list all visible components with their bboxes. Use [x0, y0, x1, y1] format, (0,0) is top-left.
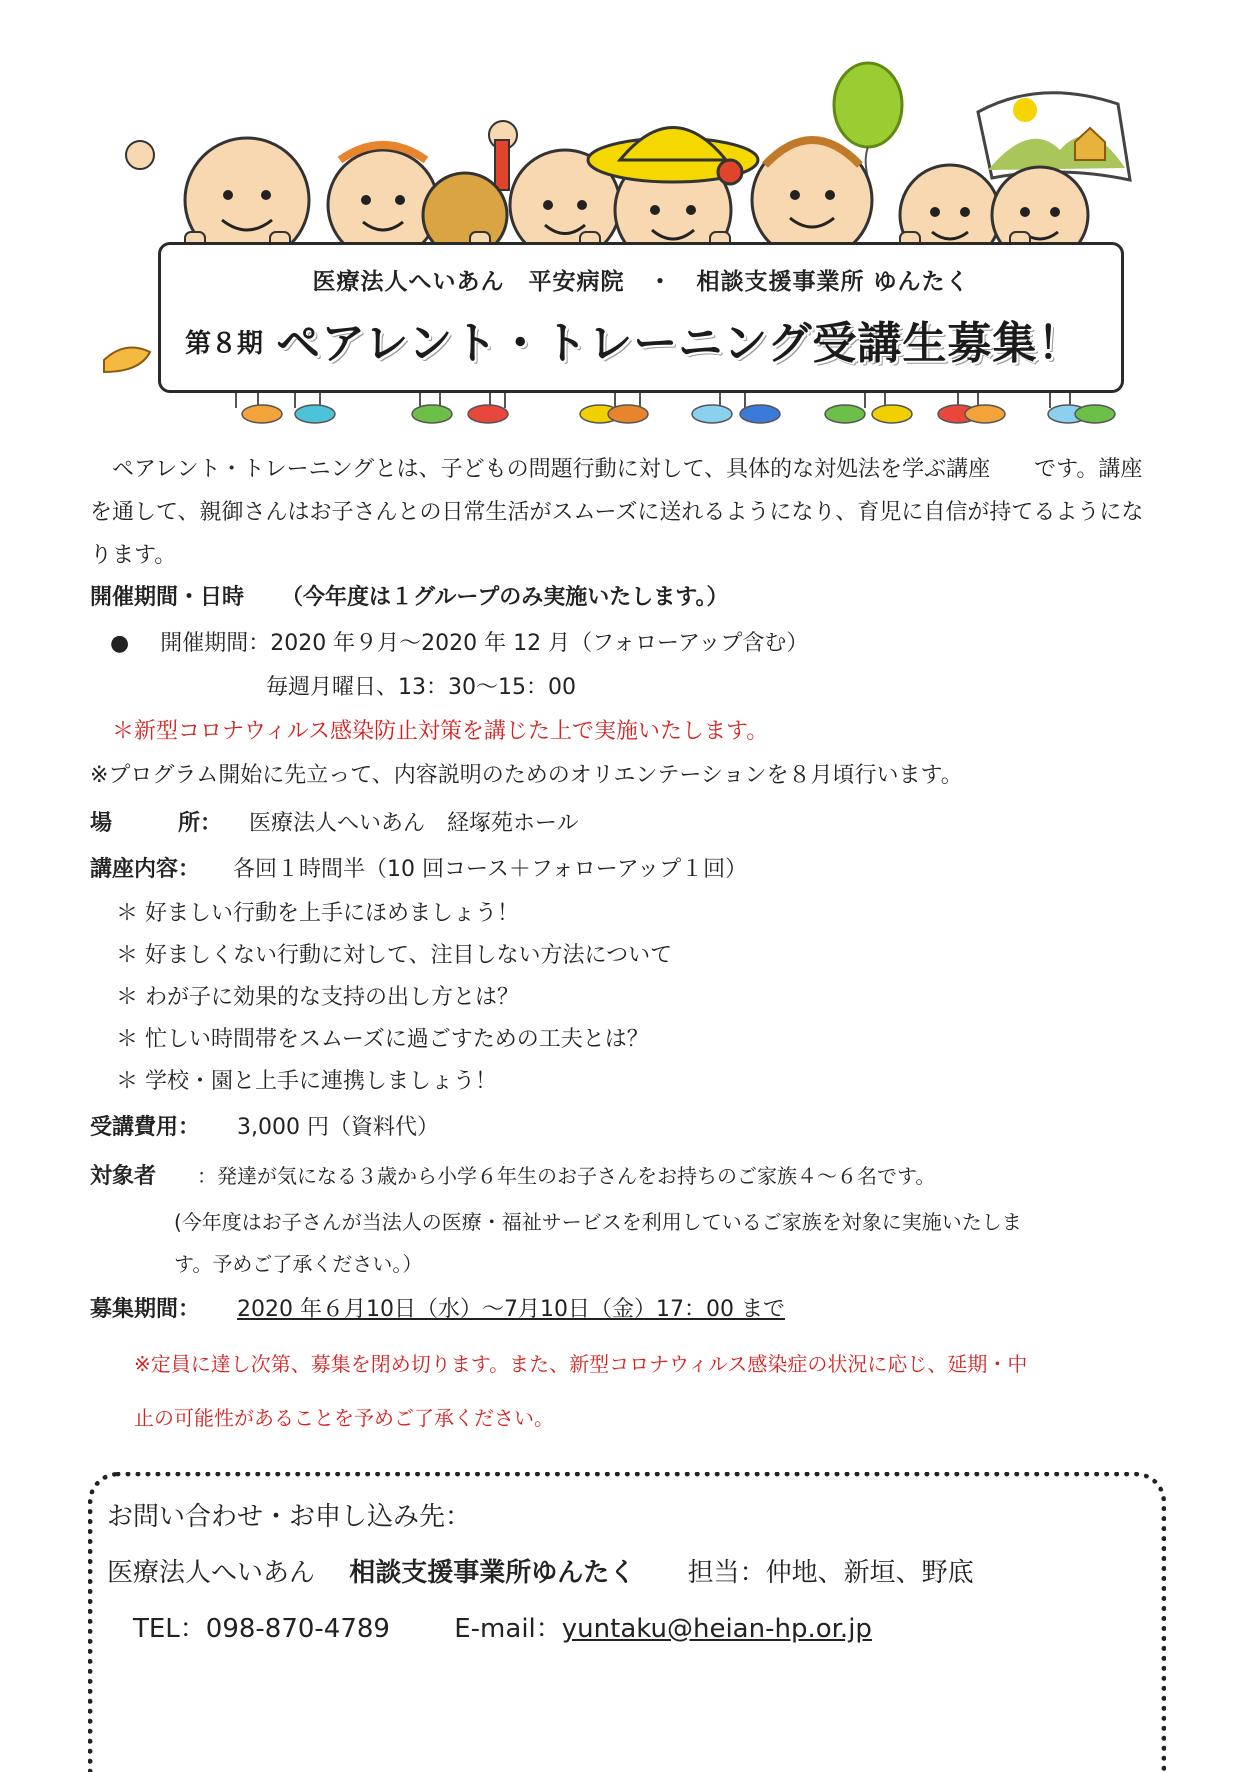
title-banner: [158, 242, 1124, 393]
contact-email-label: E-mail：: [454, 1614, 562, 1644]
intro-paragraph: ペアレント・トレーニングとは、子どもの問題行動に対して、具体的な対処法を学ぶ講座 です。講座を通して、親御さんはお子さんとの日常生活がスムーズに送れるようになり、育児に自信が持てるようになります。: [90, 457, 1144, 568]
course-item: ＊ 学校・園と上手に連携しましょう！: [116, 1069, 497, 1094]
target-note-line1: (今年度はお子さんが当法人の医療・福祉サービスを利用しているご家族を対象に実施いたしま: [174, 1210, 1022, 1234]
fee-row: [90, 1112, 439, 1144]
schedule-label: 開催期間・日時: [90, 585, 245, 610]
bullet-icon: ●: [110, 631, 130, 656]
contact-org: 医療法人へいあん: [107, 1558, 316, 1588]
contact-org-row: [107, 1555, 974, 1591]
period-text: 開催期間：2020 年９月〜2020 年 12 月（フォローアップ含む）: [160, 631, 809, 656]
target-label: 対象者: [90, 1164, 157, 1189]
schedule-time: 毎週月曜日、13：30〜15：00: [266, 675, 576, 700]
shoes-illustration: [242, 405, 1115, 423]
organization-subtitle: 医療法人へいあん 平安病院 ・ 相談支援事業所 ゆんたく: [312, 269, 970, 295]
fee-label: 受講費用：: [90, 1115, 201, 1140]
venue-value: 医療法人へいあん 経塚苑ホール: [249, 811, 579, 836]
covid-note: ＊新型コロナウィルス感染防止対策を講じた上で実施いたします。: [112, 719, 769, 744]
orientation-note: ※プログラム開始に先立って、内容説明のためのオリエンテーションを８月頃行います。: [90, 763, 963, 788]
page-title: [185, 307, 1082, 371]
contact-tel-row: [133, 1611, 872, 1647]
main-title: ペアレント・トレーニング受講生募集！: [276, 318, 1083, 369]
fee-value: 3,000 円（資料代）: [237, 1115, 439, 1140]
recruit-value: 2020 年６月10日（水）〜7月10日（金）17：00 まで: [237, 1297, 785, 1322]
course-item: ＊ 好ましい行動を上手にほめましょう！: [116, 901, 519, 926]
course-item: ＊ わが子に効果的な支持の出し方とは？: [116, 985, 519, 1010]
schedule-period: [110, 628, 808, 660]
contact-tel: TEL：098-870-4789: [133, 1614, 390, 1644]
contact-office: 相談支援事業所ゆんたく: [349, 1558, 636, 1588]
course-row: [90, 854, 747, 886]
recruit-warning-line1: ※定員に達し次第、募集を閉め切ります。また、新型コロナウィルス感染症の状況に応じ、延期・中: [134, 1352, 1028, 1376]
target-row: [90, 1160, 935, 1193]
recruit-warning-line2: 止の可能性があることを予めご了承ください。: [134, 1406, 554, 1430]
drawing-icon: [978, 93, 1130, 180]
email-link[interactable]: yuntaku@heian-hp.or.jp: [561, 1614, 872, 1644]
tail-icon: [104, 348, 150, 373]
course-item: ＊ 忙しい時間帯をスムーズに過ごすための工夫とは？: [116, 1027, 649, 1052]
term-label: 第８期: [185, 329, 264, 359]
target-value: ：発達が気になる３歳から小学６年生のお子さんをお持ちのご家族４〜６名です。: [197, 1164, 936, 1188]
contact-heading: お問い合わせ・お申し込み先：: [107, 1502, 472, 1532]
contact-staff: 担当：仲地、新垣、野底: [687, 1558, 974, 1588]
recruit-label: 募集期間：: [90, 1297, 201, 1322]
venue-row: [90, 808, 579, 840]
course-item: ＊ 好ましくない行動に対して、注目しない方法について: [116, 943, 673, 968]
contact-box: [88, 1472, 1166, 1772]
venue-label: 場 所：: [90, 811, 223, 836]
target-note-line2: す。予めご了承ください。）: [174, 1252, 423, 1276]
schedule-heading: [90, 582, 729, 614]
course-value: 各回１時間半（10 回コース＋フォローアップ１回）: [233, 857, 748, 882]
recruit-row: [90, 1294, 785, 1326]
course-label: 講座内容：: [90, 857, 201, 882]
schedule-note: （今年度は１グループのみ実施いたします。）: [281, 585, 729, 610]
